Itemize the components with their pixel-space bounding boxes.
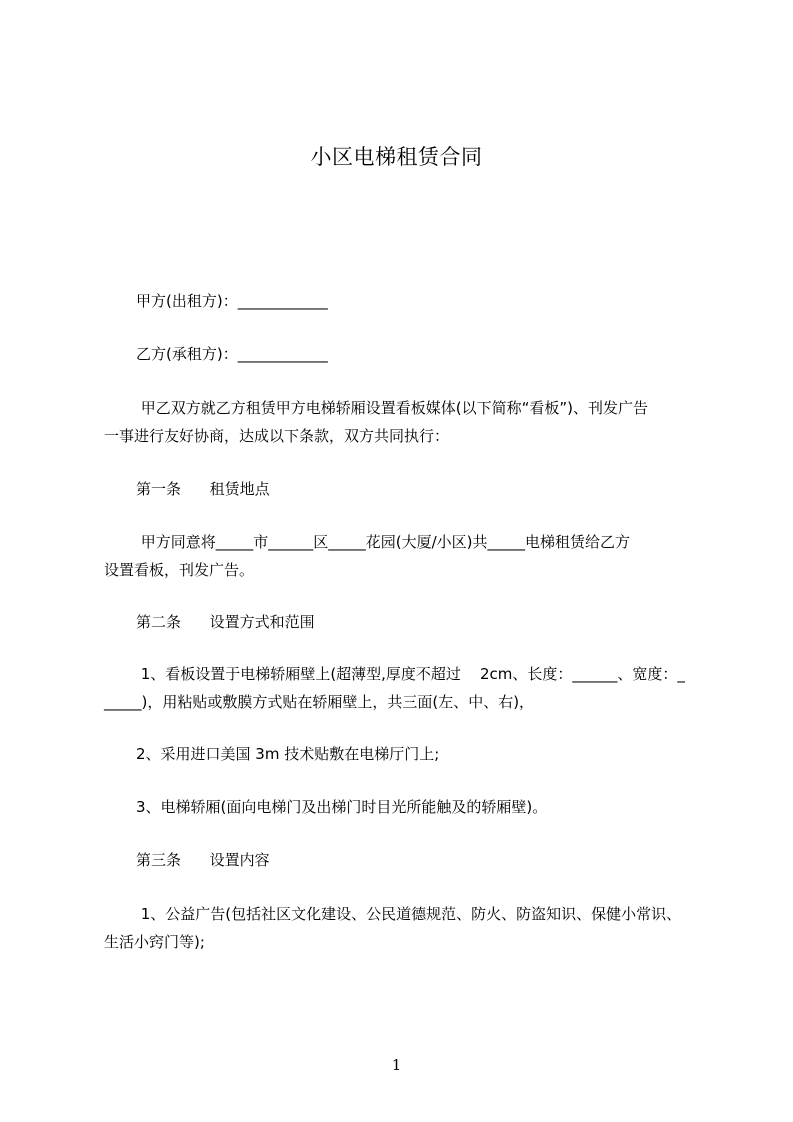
document-title: 小区电梯租赁合同 xyxy=(310,145,483,169)
article3-item1-line-2: 生活小窍门等); xyxy=(104,933,205,951)
article2-heading: 第二条 设置方式和范围 xyxy=(136,613,315,631)
article1-text-line-2: 设置看板，刊发广告。 xyxy=(104,561,255,579)
article2-item2: 2、采用进口美国 3m 技术贴敷在电梯厅门上; xyxy=(136,745,440,763)
article3-item1-line-1: 1、公益广告(包括社区文化建设、公民道德规范、防火、防盗知识、保健小常识、 xyxy=(136,905,682,923)
article2-item1-line-1: 1、看板设置于电梯轿厢壁上(超薄型,厚度不超过 2cm、长度：______、宽度：_ xyxy=(136,665,685,683)
article3-heading: 第三条 设置内容 xyxy=(136,851,270,869)
article2-item1-line-2: _____)，用粘贴或敷膜方式贴在轿厢壁上，共三面(左、中、右)， xyxy=(104,693,535,711)
page-number: 1 xyxy=(391,1056,402,1074)
preamble-line-2: 一事进行友好协商，达成以下条款，双方共同执行： xyxy=(104,427,450,445)
article1-text-line-1: 甲方同意将_____市______区_____花园(大厦/小区)共_____电梯租赁给乙方 xyxy=(136,533,631,551)
party-a-line: 甲方(出租方)：____________ xyxy=(136,292,328,310)
preamble-line-1: 甲乙双方就乙方租赁甲方电梯轿厢设置看板媒体(以下简称“看板”)、刊发广告 xyxy=(136,399,649,417)
article2-item3: 3、电梯轿厢(面向电梯门及出梯门时目光所能触及的轿厢壁)。 xyxy=(136,798,548,816)
article1-heading: 第一条 租赁地点 xyxy=(136,480,270,498)
party-b-line: 乙方(承租方)：____________ xyxy=(136,345,328,363)
